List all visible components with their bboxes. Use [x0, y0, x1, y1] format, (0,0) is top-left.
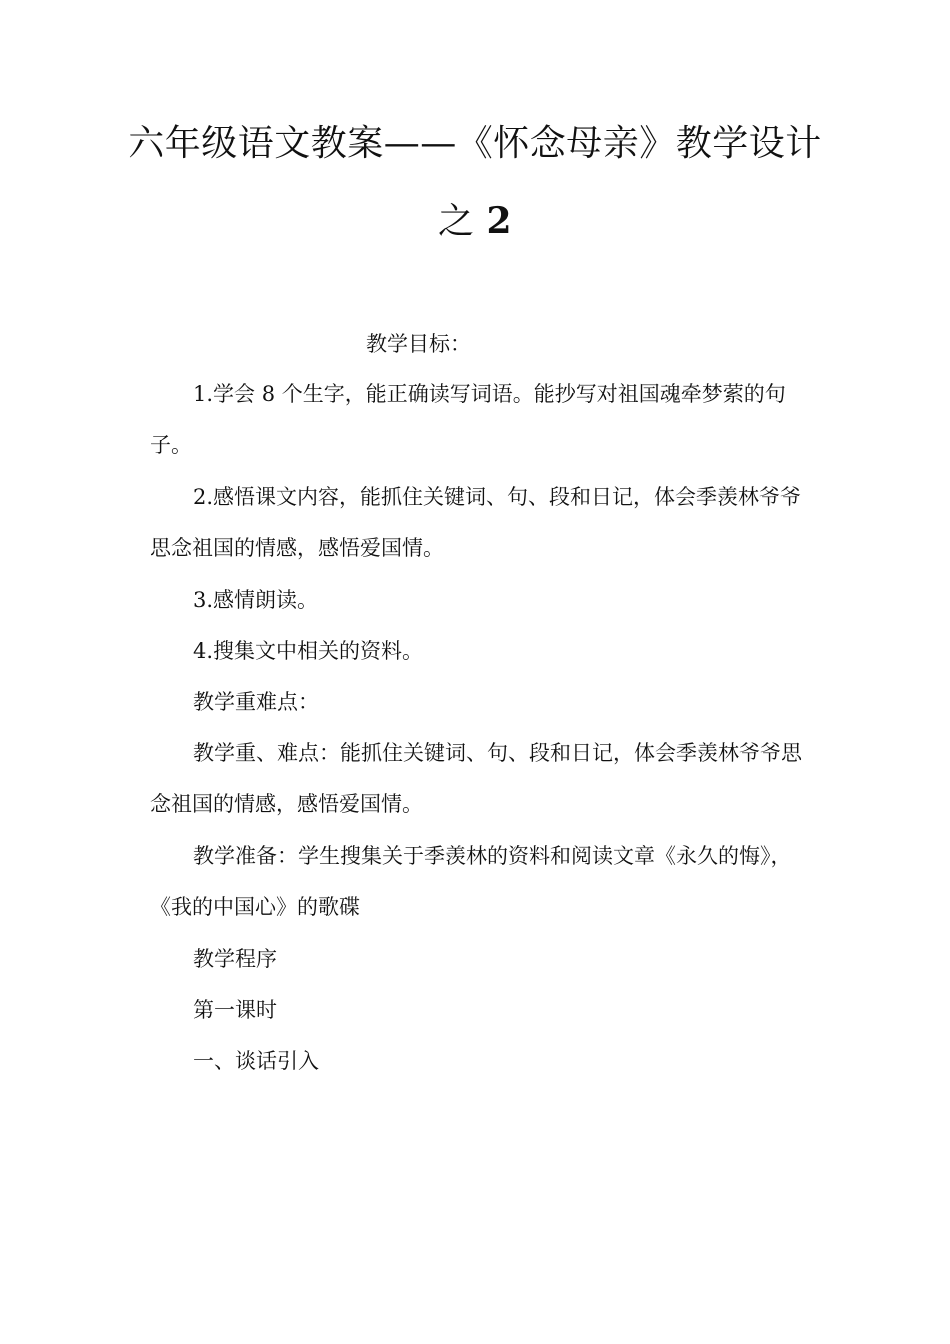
paragraph-objective-3: 3.感情朗读。 [193, 588, 319, 612]
paragraph-preparation: 教学准备：学生搜集关于季羡林的资料和阅读文章《永久的悔》，《我的中国心》的歌碟 [150, 844, 792, 919]
title-prefix: 之 [437, 201, 475, 242]
heading-key-difficulties: 教学重难点： [193, 690, 319, 714]
document-title-line-2 [0, 201, 950, 242]
paragraph-objective-1: 1.学会 8 个生字，能正确读写词语。能抄写对祖国魂牵梦萦的句子。 [150, 382, 786, 457]
heading-procedure: 教学程序 [193, 947, 277, 971]
paragraph-objective-2: 2.感悟课文内容，能抓住关键词、句、段和日记，体会季羡林爷爷思念祖国的情感，感悟爱国情。 [150, 485, 802, 560]
document-title-line-1: 六年级语文教案——《怀念母亲》教学设计 [128, 123, 822, 164]
paragraph-key-difficulties: 教学重、难点：能抓住关键词、句、段和日记，体会季羡林爷爷思念祖国的情感，感悟爱国情。 [150, 741, 802, 816]
heading-first-lesson: 第一课时 [193, 998, 277, 1022]
objectives-heading: 教学目标： [366, 332, 471, 356]
heading-introduction: 一、谈话引入 [193, 1049, 319, 1073]
title-number: 2 [486, 200, 513, 242]
paragraph-objective-4: 4.搜集文中相关的资料。 [193, 639, 424, 663]
